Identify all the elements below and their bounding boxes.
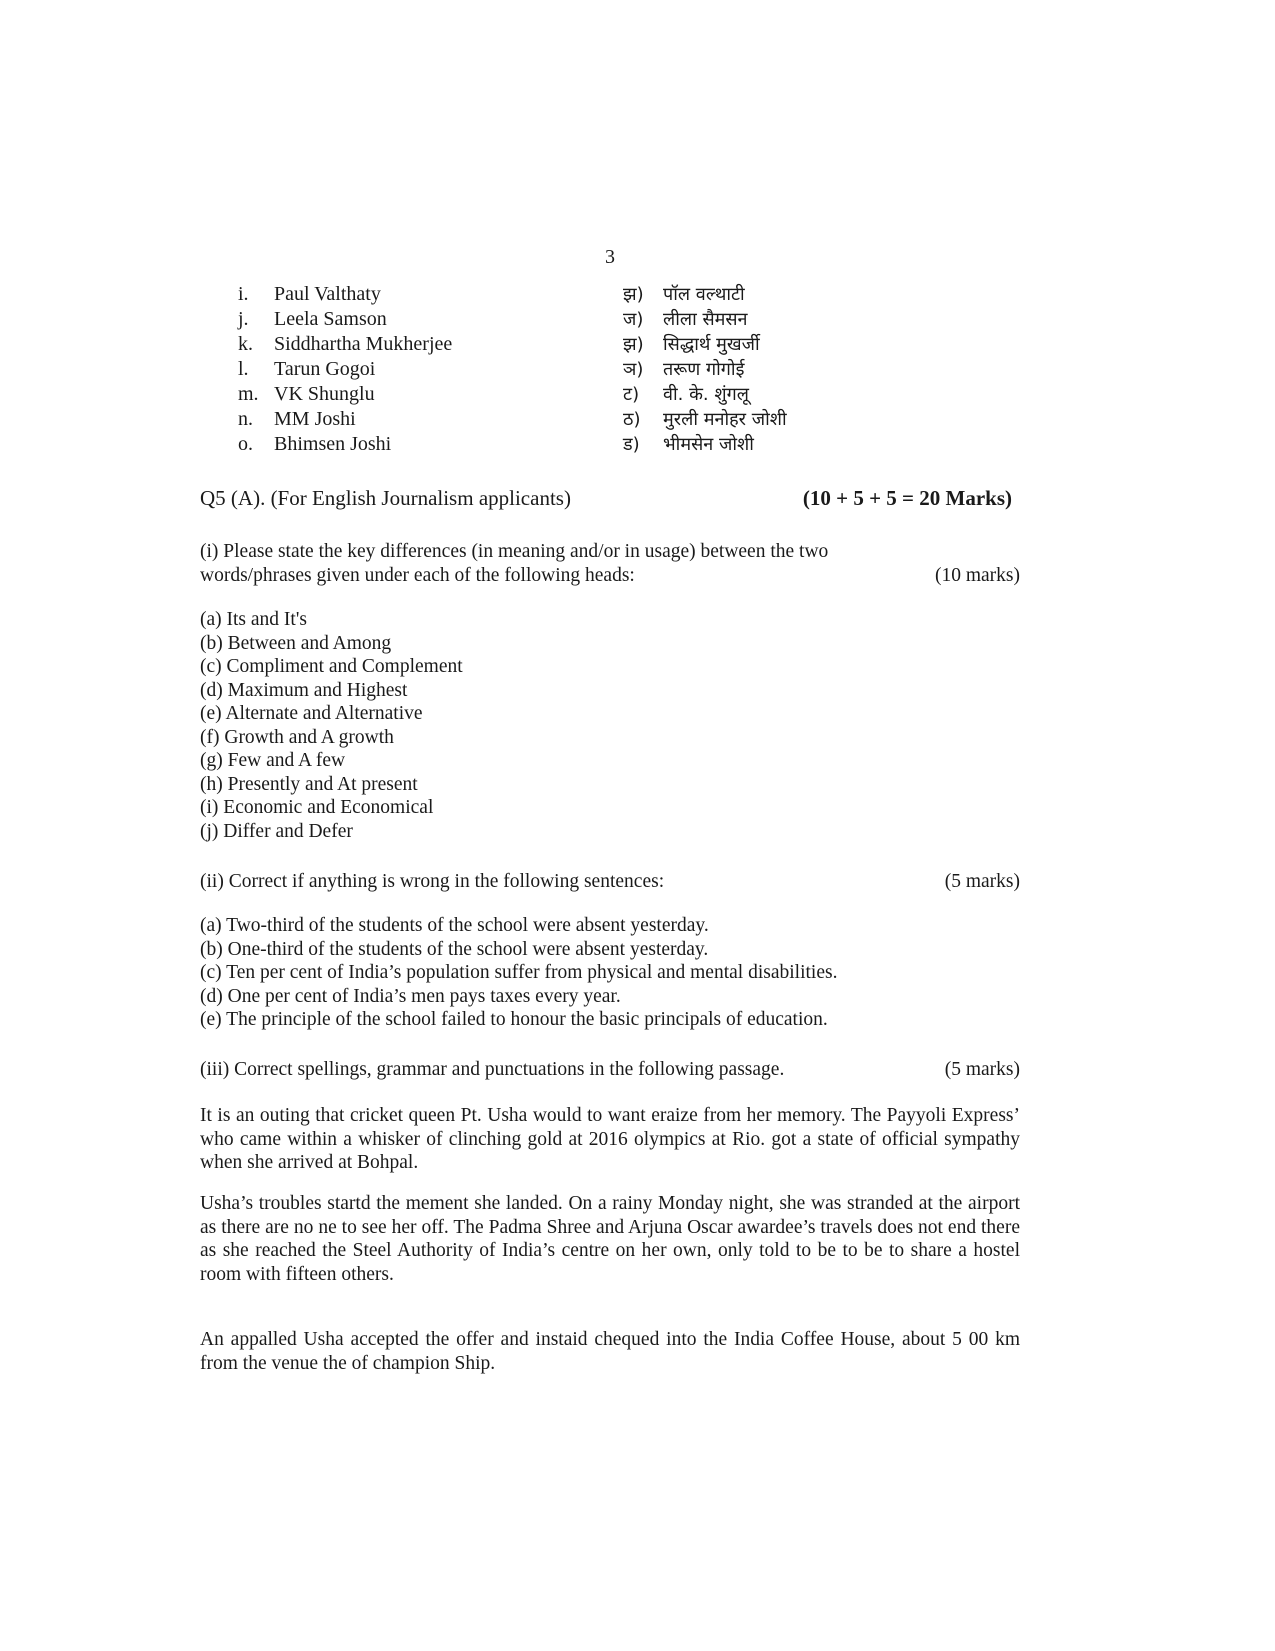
name-hindi: लीला सैमसन: [663, 309, 748, 330]
list-item: (i) Economic and Economical: [200, 797, 434, 818]
part3-marks: (5 marks): [944, 1059, 1020, 1080]
question-marks: (10 + 5 + 5 = 20 Marks): [802, 486, 1012, 510]
item-marker: l.: [238, 358, 249, 380]
part1-prompt: [200, 540, 1020, 588]
name-english: Paul Valthaty: [274, 283, 381, 305]
part2-prompt: [200, 870, 1020, 894]
item-marker: o.: [238, 433, 253, 455]
name-english: Leela Samson: [274, 308, 387, 330]
list-item: (a) Its and It's: [200, 609, 307, 630]
name-english: Siddhartha Mukherjee: [274, 333, 453, 355]
item-marker: n.: [238, 408, 253, 430]
list-item: (e) The principle of the school failed to honour the basic principals of education.: [200, 1009, 828, 1030]
item-marker: j.: [238, 308, 249, 330]
item-marker-hindi: ज): [623, 309, 644, 330]
question-title: Q5 (A). (For English Journalism applicants): [200, 486, 571, 510]
part2-list: [200, 914, 1020, 1032]
prompt-line: words/phrases given under each of the following heads:: [200, 565, 635, 586]
prompt-line: (i) Please state the key differences (in meaning and/or in usage) between the two: [200, 541, 829, 562]
list-item: (g) Few and A few: [200, 750, 346, 771]
list-item: (f) Growth and A growth: [200, 726, 394, 748]
name-english: Tarun Gogoi: [274, 358, 376, 380]
name-english: MM Joshi: [274, 408, 356, 430]
name-english: VK Shunglu: [274, 383, 375, 405]
list-item: (j) Differ and Defer: [200, 820, 353, 842]
list-item: (e) Alternate and Alternative: [200, 703, 423, 724]
list-item: [238, 307, 858, 332]
item-marker-hindi: ड): [623, 434, 640, 455]
prompt-line: (ii) Correct if anything is wrong in the following sentences:: [200, 871, 665, 892]
passage-paragraph: Usha’s troubles startd the mement she landed. On a rainy Monday night, she was stranded at the airport as there are no ne to see her off. The Padma Shree and Arjuna Oscar awardee’s travels does not end there as she reached the Steel Authority of India’s centre on her own, only told to be to be to share a hostel room with fifteen others.: [200, 1193, 1020, 1285]
passage-paragraph: An appalled Usha accepted the offer and instaid chequed into the India Coffee House, about 5 00 km from the venue the of champion Ship.: [200, 1329, 1020, 1374]
item-marker: k.: [238, 333, 253, 355]
list-item: [238, 382, 858, 407]
name-english: Bhimsen Joshi: [274, 433, 392, 455]
page-number: 3: [605, 246, 615, 268]
part1-marks: (10 marks): [934, 565, 1020, 586]
list-item: (d) Maximum and Highest: [200, 679, 408, 701]
list-item: (h) Presently and At present: [200, 773, 418, 795]
list-item: [238, 432, 858, 457]
list-item: [238, 332, 858, 357]
name-hindi: सिद्धार्थ मुखर्जी: [663, 334, 760, 355]
names-list: [238, 282, 858, 457]
item-marker: i.: [238, 283, 249, 305]
list-item: (d) One per cent of India’s men pays taxes every year.: [200, 985, 621, 1007]
list-item: (a) Two-third of the students of the school were absent yesterday.: [200, 915, 709, 936]
item-marker-hindi: झ): [623, 284, 644, 305]
item-marker: m.: [238, 383, 259, 405]
name-hindi: पॉल वल्थाटी: [663, 284, 745, 305]
item-marker-hindi: ट): [623, 384, 640, 405]
item-marker-hindi: ठ): [623, 409, 641, 430]
name-hindi: वी. के. शुंगलू: [663, 384, 749, 405]
name-hindi: तरूण गोगोई: [663, 359, 745, 380]
list-item: [238, 357, 858, 382]
part3-prompt: [200, 1058, 1020, 1082]
question-heading: [200, 486, 1020, 510]
list-item: [238, 407, 858, 432]
list-item: (c) Compliment and Complement: [200, 656, 463, 677]
list-item: (b) Between and Among: [200, 632, 392, 654]
list-item: (b) One-third of the students of the school were absent yesterday.: [200, 938, 709, 960]
item-marker-hindi: ञ): [623, 359, 644, 380]
list-item: (c) Ten per cent of India’s population suffer from physical and mental disabilities.: [200, 962, 838, 983]
prompt-line: (iii) Correct spellings, grammar and punctuations in the following passage.: [200, 1059, 785, 1080]
part2-marks: (5 marks): [944, 871, 1020, 892]
item-marker-hindi: झ): [623, 334, 644, 355]
list-item: [238, 282, 858, 307]
name-hindi: मुरली मनोहर जोशी: [663, 409, 787, 430]
passage-paragraph: It is an outing that cricket queen Pt. Usha would to want eraize from her memory. The Payyoli Express’ who came within a whisker of clinching gold at 2016 olympics at Rio. got a state of official sympathy when she arrived at Bohpal.: [200, 1105, 1020, 1173]
name-hindi: भीमसेन जोशी: [663, 434, 754, 455]
part1-list: [200, 608, 1020, 843]
